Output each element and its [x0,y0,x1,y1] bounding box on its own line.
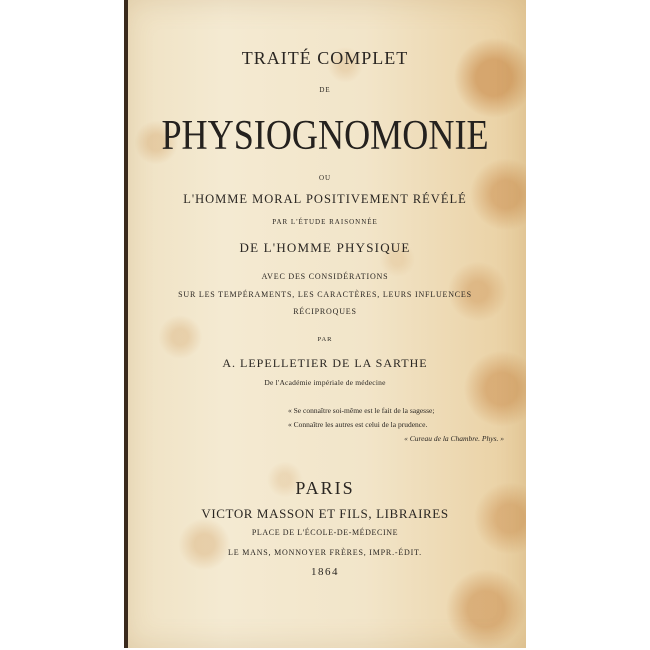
printer-line: LE MANS, MONNOYER FRÈRES, IMPR.-ÉDIT. [228,548,422,557]
by-label: PAR [317,336,333,343]
publication-year: 1864 [311,566,339,578]
publisher-name: VICTOR MASSON ET FILS, LIBRAIRES [201,506,449,521]
subtitle-line-1: L'HOMME MORAL POSITIVEMENT RÉVÉLÉ [183,192,467,206]
main-title: PHYSIOGNOMONIE [161,113,489,159]
publication-city: PARIS [295,478,355,498]
title-page [124,0,526,648]
description-line-3: RÉCIPROQUES [293,307,357,316]
epigraph-line-2: « Connaître les autres est celui de la prudence. [288,420,428,429]
subtitle-line-3: DE L'HOMME PHYSIQUE [239,240,411,255]
description-line-1: AVEC DES CONSIDÉRATIONS [261,272,389,281]
title-line-1: TRAITÉ COMPLET [241,48,409,68]
author-affiliation: De l'Académie impériale de médecine [264,378,386,387]
author-name: A. LEPELLETIER DE LA SARTHE [222,356,428,370]
title-connector-de: DE [319,86,331,94]
publisher-address: PLACE DE L'ÉCOLE-DE-MÉDECINE [251,528,399,537]
epigraph-line-1: « Se connaître soi-même est le fait de la sagesse; [288,406,435,415]
epigraph-source: « Cureau de la Chambre. Phys. » [404,434,504,443]
title-connector-ou: OU [318,174,332,182]
subtitle-line-2: PAR L'ÉTUDE RAISONNÉE [272,218,378,226]
description-line-2: SUR LES TEMPÉRAMENTS, LES CARACTÈRES, LEURS INFLUENCES [178,290,472,299]
